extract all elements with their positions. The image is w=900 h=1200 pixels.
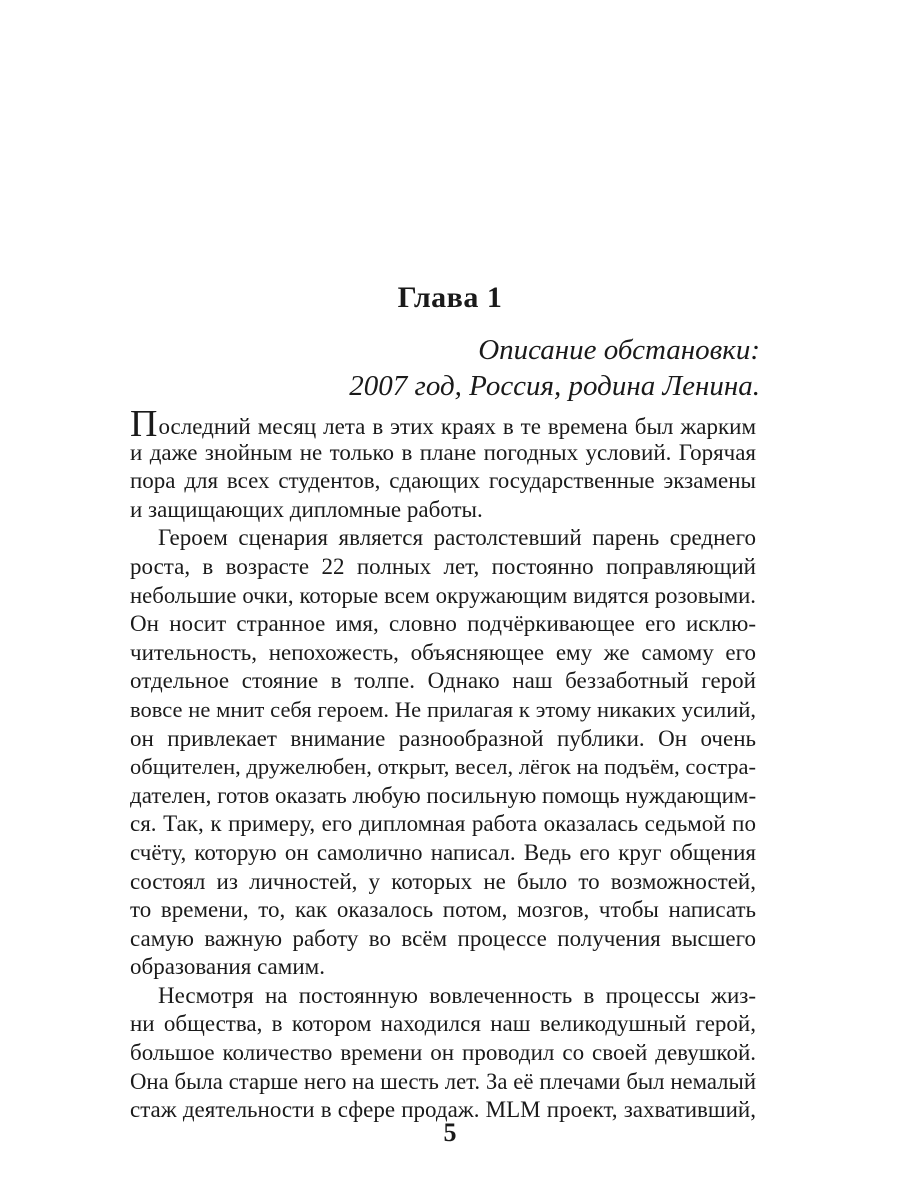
text-line: пора для всех студентов, сдающих государственные экзамены <box>130 468 756 494</box>
text-line: счёту, которую он самолично написал. Ведь его круг общения <box>130 839 756 865</box>
text-line: небольшие очки, которые всем окружающим видятся розовыми. <box>130 582 756 608</box>
text-line: и даже знойным не только в плане погодных условий. Горячая <box>130 439 756 465</box>
paragraph-2 <box>130 524 756 982</box>
text-line: ся. Так, к примеру, его дипломная работа оказалась седьмой по <box>130 811 756 837</box>
body-text <box>130 403 757 1125</box>
text-line: общителен, дружелюбен, открыт, весел, лёгок на подъём, состра- <box>130 754 756 780</box>
text-line: самую важную работу во всём процессе получения высшего <box>130 925 756 951</box>
text-line: и защищающих дипломные работы. <box>130 496 483 522</box>
text-line: Последний месяц лета в этих краях в те времена был жарким <box>130 403 756 445</box>
paragraph-1 <box>130 403 756 524</box>
text-line: образования самим. <box>130 954 325 980</box>
text-line: Несмотря на постоянную вовлеченность в процессы жиз- <box>158 982 756 1008</box>
epigraph-line-1: Описание обстановки: <box>478 334 760 366</box>
chapter-title: Глава 1 <box>397 281 503 314</box>
text-line: он привлекает внимание разнообразной публики. Он очень <box>130 725 756 751</box>
text-line: роста, в возрасте 22 полных лет, постоянно поправляющий <box>130 553 756 579</box>
drop-cap: П <box>130 403 158 445</box>
text-line: Она была старше него на шесть лет. За её плечами был немалый <box>130 1068 756 1094</box>
text-line: Он носит странное имя, словно подчёркивающее его исклю- <box>130 611 756 637</box>
text-line: стаж деятельности в сфере продаж. MLM проект, захвативший, <box>130 1097 756 1123</box>
text-line: вовсе не мнит себя героем. Не прилагая к этому никаких усилий, <box>130 696 756 722</box>
text-line: дателен, готов оказать любую посильную помощь нуждающим- <box>130 782 757 808</box>
text-line: Героем сценария является растолстевший парень среднего <box>158 525 756 551</box>
text-line: состоял из личностей, у которых не было то возможностей, <box>130 868 756 894</box>
text-line: большое количество времени он проводил со своей девушкой. <box>130 1040 756 1066</box>
paragraph-3 <box>130 982 756 1125</box>
epigraph-line-2: 2007 год, Россия, родина Ленина. <box>349 370 760 402</box>
text-line: чительность, непохожесть, объясняющее ему же самому его <box>130 639 756 665</box>
text-line: отдельное стояние в толпе. Однако наш беззаботный герой <box>130 668 756 694</box>
page-number: 5 <box>443 1118 457 1147</box>
text-line: то времени, то, как оказалось потом, мозгов, чтобы написать <box>130 897 756 923</box>
text-line: ни общества, в котором находился наш великодушный герой, <box>130 1011 756 1037</box>
epigraph <box>200 332 760 404</box>
